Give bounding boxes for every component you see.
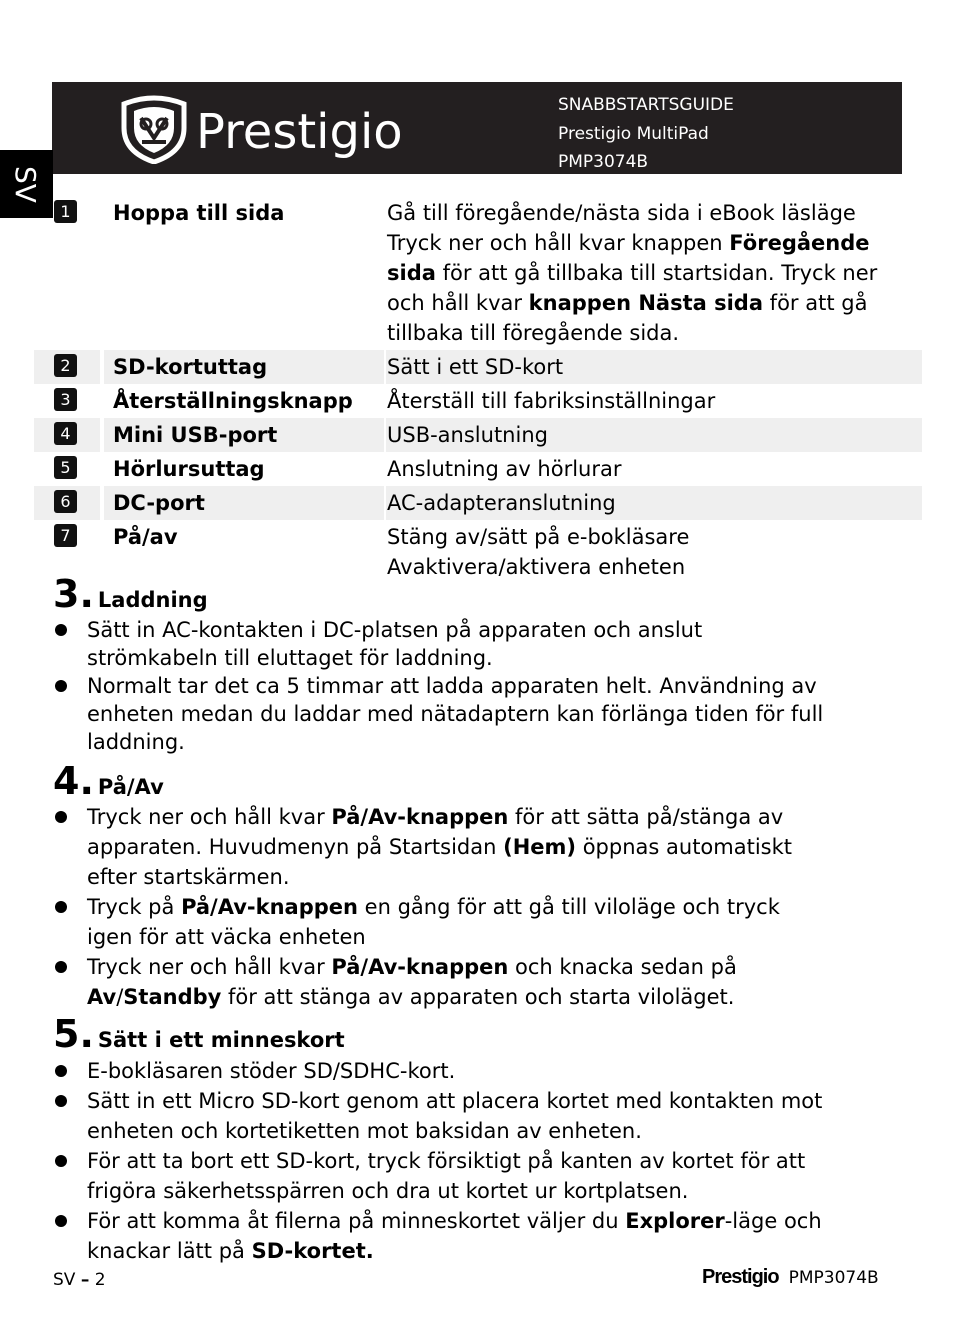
callout-number: 3 <box>54 388 77 411</box>
callout-number: 4 <box>54 422 77 445</box>
component-label: SD-kortuttag <box>113 355 268 379</box>
component-description: Återställ till fabriksinställningar <box>387 389 716 413</box>
list-item: Tryck på På/Av-knappen en gång för att gå till viloläge och tryck igen för att väcka enheten <box>52 892 882 952</box>
footer-page-number: SV – 2 <box>53 1270 106 1290</box>
section-title: Laddning <box>97 588 208 612</box>
button-description-table <box>34 196 922 584</box>
language-tab-label: SV <box>9 166 42 203</box>
footer-brand <box>702 1266 879 1289</box>
footer-logo: Prestigio <box>702 1266 779 1288</box>
table-row <box>34 384 922 418</box>
header-model: PMP3074B <box>558 152 649 172</box>
section-heading <box>53 759 164 803</box>
bullet-list <box>52 1056 882 1266</box>
component-description: Anslutning av hörlurar <box>387 457 622 481</box>
component-description: AC-adapteranslutning <box>386 486 922 520</box>
section-number: 4. <box>53 759 94 803</box>
header-guide-title: SNABBSTARTSGUIDE <box>558 95 734 115</box>
component-description: Gå till föregående/nästa sida i eBook läsläge Tryck ner och håll kvar knappen Föregående sida för att gå tillbaka till startsidan. Tryck ner och håll kvar knappen Nästa sida för att gå tillbaka till föregående sida. <box>387 201 878 345</box>
list-item: Tryck ner och håll kvar På/Av-knappen för att sätta på/stänga av apparaten. Huvudmenyn på Startsidan (Hem) öppnas automatiskt efter startskärmen. <box>52 802 882 892</box>
section-title: Sätt i ett minneskort <box>97 1028 345 1052</box>
callout-number: 5 <box>54 456 77 479</box>
section-heading <box>53 1012 345 1056</box>
callout-number: 2 <box>54 354 77 377</box>
bullet-list <box>52 802 882 1012</box>
component-label: Hörlursuttag <box>113 457 265 481</box>
table-row <box>34 486 922 520</box>
header-product-name: Prestigio MultiPad <box>558 123 709 144</box>
prestigio-logo <box>120 94 420 164</box>
section-number: 5. <box>53 1012 94 1056</box>
section-number: 3. <box>53 572 94 616</box>
component-description: Sätt i ett SD-kort <box>386 350 922 384</box>
component-label: På/av <box>113 525 178 549</box>
bullet-list <box>52 616 882 756</box>
table-row <box>34 418 922 452</box>
list-item: Sätt in ett Micro SD-kort genom att placera kortet med kontakten mot enheten och kortetiketten mot baksidan av enheten. <box>52 1086 882 1146</box>
component-label: DC-port <box>113 491 205 515</box>
list-item: Tryck ner och håll kvar På/Av-knappen och knacka sedan på Av/Standby för att stänga av apparaten och starta viloläget. <box>52 952 882 1012</box>
section-title: På/Av <box>97 775 164 799</box>
component-label: Hoppa till sida <box>113 201 285 225</box>
header-banner <box>52 82 902 174</box>
callout-number: 6 <box>54 490 77 513</box>
list-item: Sätt in AC-kontakten i DC-platsen på apparaten och anslut strömkabeln till eluttaget för laddning. <box>52 616 882 672</box>
list-item: För att ta bort ett SD-kort, tryck försiktigt på kanten av kortet för att frigöra säkerhetsspärren och dra ut kortet ur kortplatsen. <box>52 1146 882 1206</box>
svg-text:Prestigio: Prestigio <box>196 104 403 160</box>
footer-model: PMP3074B <box>788 1268 879 1288</box>
list-item: E-bokläsaren stöder SD/SDHC-kort. <box>52 1056 882 1086</box>
component-label: Återställningsknapp <box>113 389 353 413</box>
list-item: Normalt tar det ca 5 timmar att ladda apparaten helt. Användning av enheten medan du laddar med nätadaptern kan förlänga tiden för full laddning. <box>52 672 882 756</box>
component-description: Stäng av/sätt på e-bokläsare Avaktivera/aktivera enheten <box>387 525 690 579</box>
list-item: För att komma åt filerna på minneskortet väljer du Explorer-läge och knackar lätt på SD-kortet. <box>52 1206 882 1266</box>
table-row <box>34 350 922 384</box>
component-label: Mini USB-port <box>113 423 278 447</box>
section-heading <box>53 572 208 616</box>
table-row <box>34 196 922 350</box>
table-row <box>34 452 922 486</box>
callout-number: 1 <box>54 200 77 223</box>
component-description: USB-anslutning <box>386 418 922 452</box>
callout-number: 7 <box>54 524 77 547</box>
